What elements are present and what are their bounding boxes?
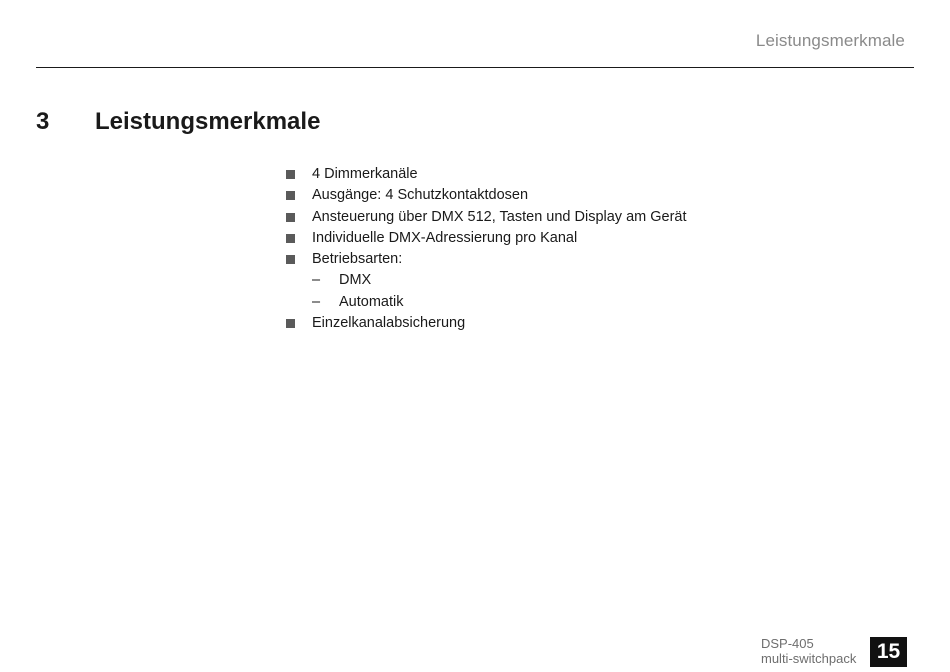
list-item-text: Ausgänge: 4 Schutzkontaktdosen <box>312 187 529 204</box>
dash-bullet: – <box>312 293 321 310</box>
square-bullet-icon <box>286 319 295 328</box>
footer-model-name: DSP-405 <box>761 636 814 651</box>
list-item <box>286 207 687 228</box>
square-bullet-icon <box>286 170 295 179</box>
sub-list-item-text: DMX <box>339 272 372 289</box>
square-bullet-icon <box>286 191 295 200</box>
list-item <box>286 228 687 249</box>
list-item-text: Betriebsarten: <box>312 251 403 268</box>
list-item-text: 4 Dimmerkanäle <box>312 166 418 182</box>
chapter-title: Leistungsmerkmale <box>95 108 321 135</box>
dash-bullet: – <box>312 272 321 289</box>
page-number-badge: 15 <box>870 637 907 667</box>
list-item <box>286 313 687 334</box>
square-bullet-icon <box>286 234 295 243</box>
sub-list-item <box>286 292 687 313</box>
chapter-heading <box>36 108 320 136</box>
list-item-text: Individuelle DMX-Adressierung pro Kanal <box>312 229 578 246</box>
footer-product-info <box>761 636 856 666</box>
list-item <box>286 164 687 185</box>
header-divider <box>36 67 914 68</box>
list-item-text: Ansteuerung über DMX 512, Tasten und Display am Gerät <box>312 208 687 225</box>
list-item <box>286 249 687 270</box>
running-header-title: Leistungsmerkmale <box>755 31 905 50</box>
square-bullet-icon <box>286 255 295 264</box>
list-item <box>286 185 687 206</box>
list-item-text: Einzelkanalabsicherung <box>312 315 466 332</box>
sub-list-item-text: Automatik <box>339 293 404 310</box>
feature-list <box>286 164 687 334</box>
chapter-number: 3 <box>36 108 50 135</box>
square-bullet-icon <box>286 213 295 222</box>
sub-list-item <box>286 270 687 291</box>
footer-product-name: multi-switchpack <box>761 651 857 666</box>
